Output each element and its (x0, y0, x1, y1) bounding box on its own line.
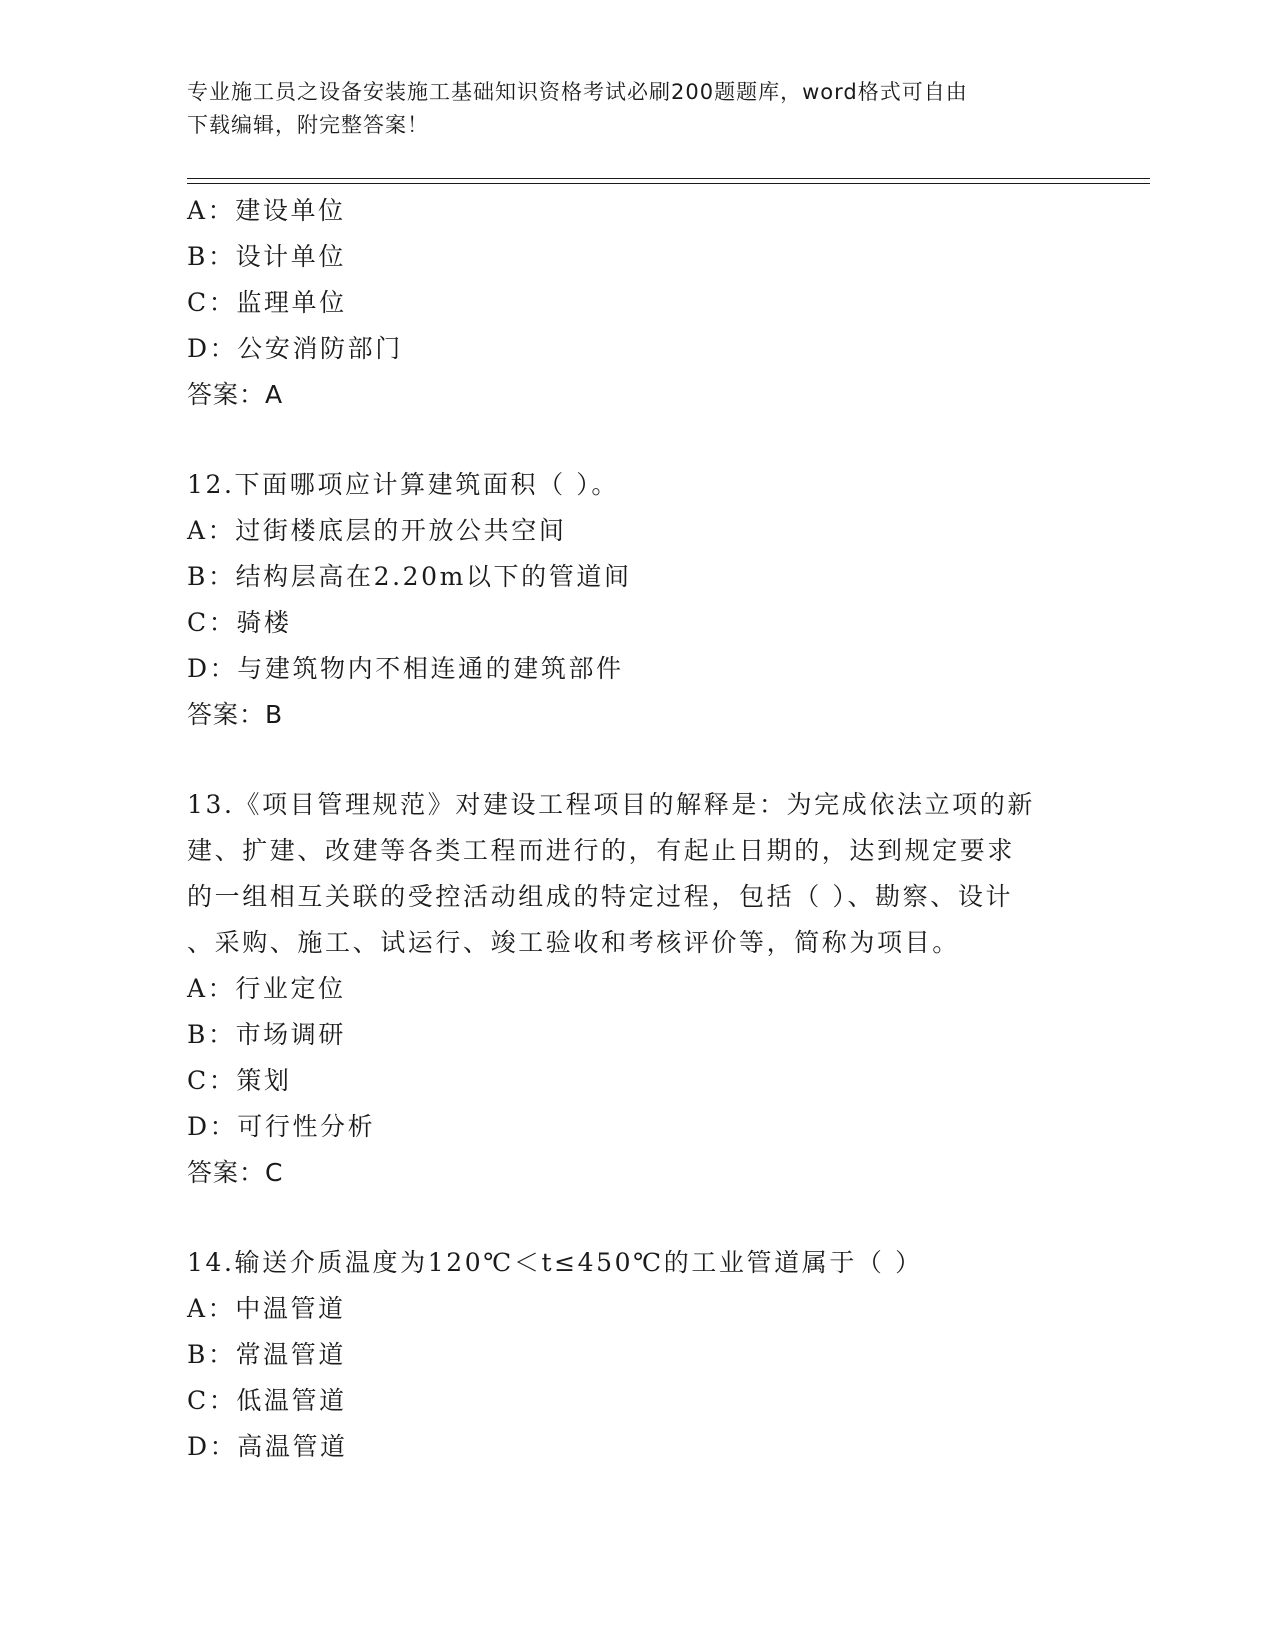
question-stem-line-3: 的一组相互关联的受控活动组成的特定过程，包括（ ）、勘察、设计 (187, 882, 1014, 911)
question-14 (187, 1240, 1087, 1470)
question-stem: 12.下面哪项应计算建筑面积（ ）。 (187, 470, 620, 499)
option-d: D：公安消防部门 (187, 334, 403, 363)
answer: 答案：C (187, 1158, 284, 1187)
option-a: A：建设单位 (187, 196, 346, 225)
option-d: D：可行性分析 (187, 1112, 376, 1141)
option-b: B：结构层高在2.20m以下的管道间 (187, 562, 632, 591)
question-12 (187, 462, 1087, 738)
option-b: B：市场调研 (187, 1020, 346, 1049)
option-a: A：中温管道 (187, 1294, 346, 1323)
question-11 (187, 188, 1087, 418)
header-divider-bottom (187, 183, 1150, 184)
answer: 答案：A (187, 380, 284, 409)
option-b: B：设计单位 (187, 242, 346, 271)
document-header (187, 76, 1087, 142)
question-list (187, 188, 1087, 1470)
header-line-2: 下载编辑，附完整答案！ (187, 113, 429, 137)
question-stem-line-2: 建、扩建、改建等各类工程而进行的，有起止日期的，达到规定要求 (187, 836, 1016, 865)
option-c: C：策划 (187, 1066, 292, 1095)
header-divider-top (187, 178, 1150, 179)
option-c: C：骑楼 (187, 608, 292, 637)
option-c: C：监理单位 (187, 288, 347, 317)
option-a: A：行业定位 (187, 974, 346, 1003)
option-a: A：过街楼底层的开放公共空间 (187, 516, 567, 545)
answer: 答案：B (187, 700, 284, 729)
question-stem-line-1: 13.《项目管理规范》对建设工程项目的解释是：为完成依法立项的新 (187, 790, 1035, 819)
option-b: B：常温管道 (187, 1340, 346, 1369)
option-d: D：高温管道 (187, 1432, 348, 1461)
header-line-1: 专业施工员之设备安装施工基础知识资格考试必刷200题题库，word格式可自由 (187, 80, 968, 104)
question-stem: 14.输送介质温度为120℃＜t≤450℃的工业管道属于（ ） (187, 1248, 923, 1277)
question-13 (187, 782, 1087, 1196)
option-d: D：与建筑物内不相连通的建筑部件 (187, 654, 624, 683)
question-stem-line-4: 、采购、施工、试运行、竣工验收和考核评价等，简称为项目。 (187, 928, 960, 957)
option-c: C：低温管道 (187, 1386, 347, 1415)
